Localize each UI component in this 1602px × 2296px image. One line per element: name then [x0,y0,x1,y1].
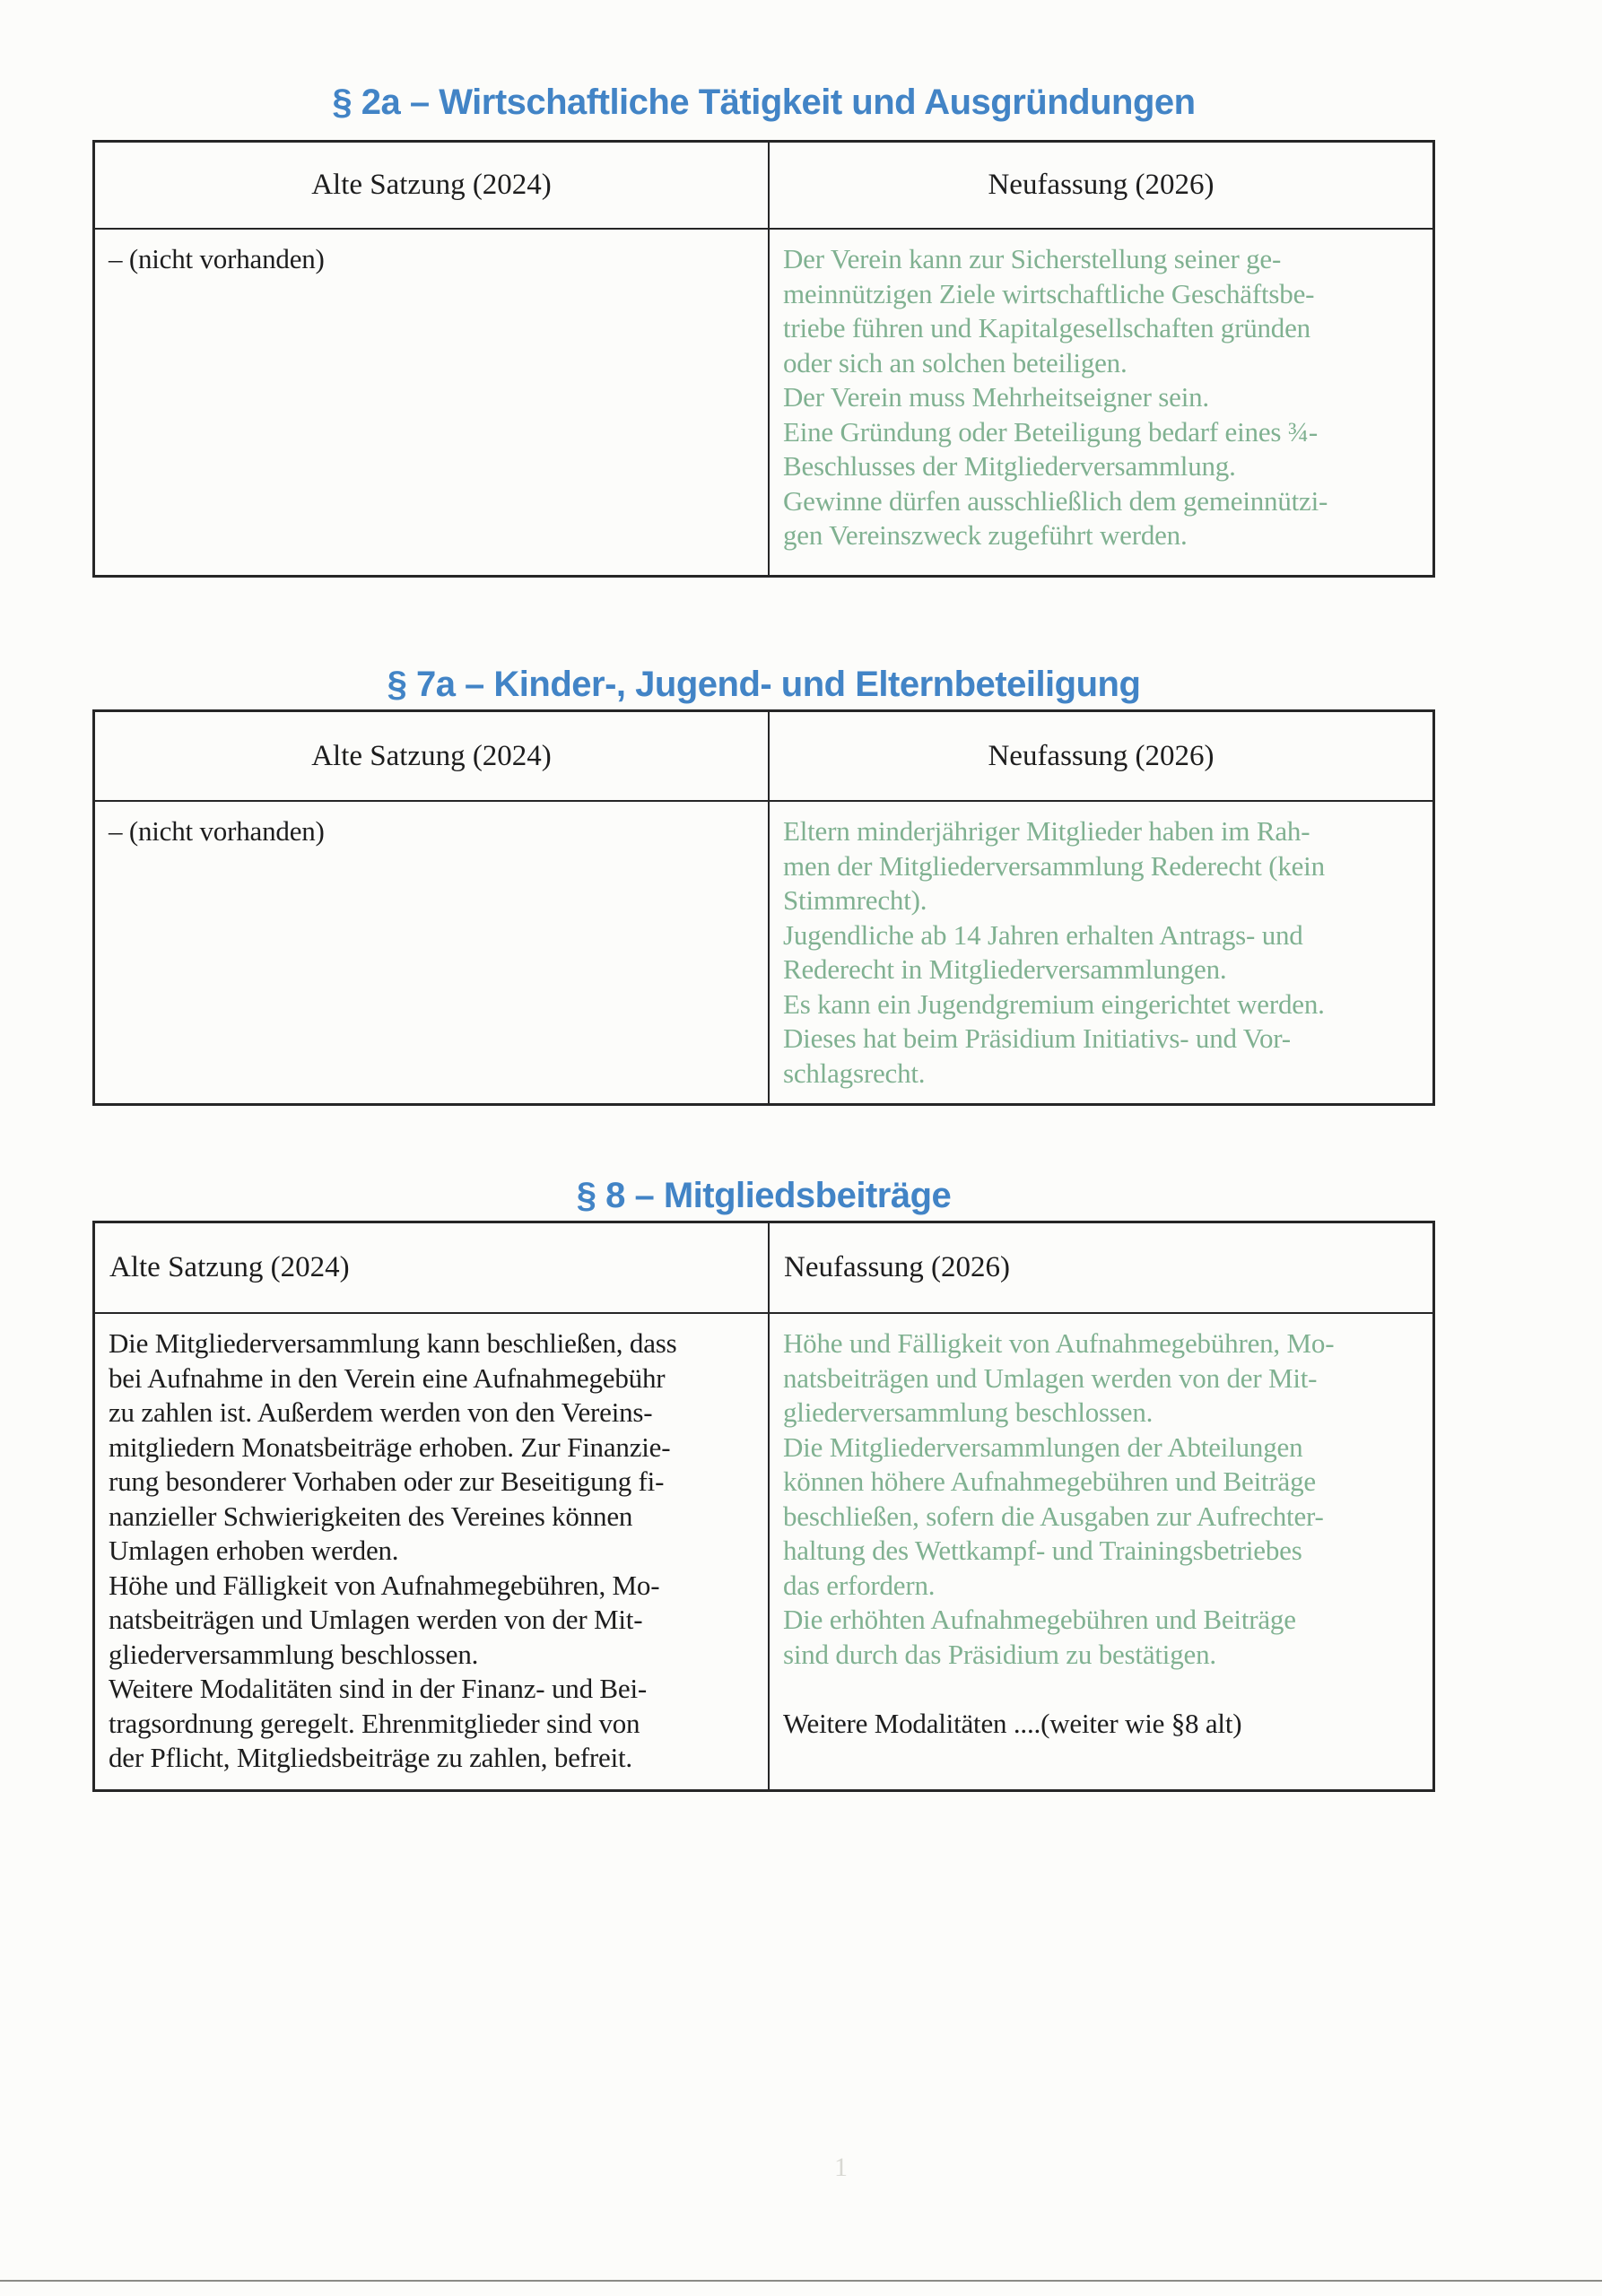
text-line: – (nicht vorhanden) [109,243,325,274]
text-line: Weitere Modalitäten ....(weiter wie §8 alt) [782,1707,1242,1739]
text-line: haltung des Wettkampf- und Trainingsbetriebes [782,1535,1302,1566]
text-line: rung besonderer Vorhaben oder zur Beseitigung fi- [109,1465,665,1497]
text-line: Dieses hat beim Präsidium Initiativs- und Vor- [782,1022,1291,1054]
text-line: triebe führen und Kapitalgesellschaften gründen [782,312,1310,344]
section-2a [92,77,1435,578]
old-statute-cell [95,1314,770,1789]
text-line: Der Verein kann zur Sicherstellung seiner ge- [782,243,1282,274]
text-line: Weitere Modalitäten sind in der Finanz- und Bei- [109,1673,647,1704]
text-line: men der Mitgliederversammlung Rederecht (kein [782,849,1325,882]
text-line: Umlagen erhoben werden. [109,1535,399,1566]
text-line: gliederversammlung beschlossen. [109,1638,479,1670]
comparison-table-8 [92,1221,1435,1792]
col-header-new-version: Neufassung (2026) [783,1251,1011,1283]
text-line: Eine Gründung oder Beteiligung bedarf eines ¾- [782,415,1318,448]
old-statute-cell [95,802,770,1103]
text-line: schlagsrecht. [782,1057,926,1089]
text-line: Eltern minderjähriger Mitglieder haben im Rah- [782,815,1310,847]
text-line: Höhe und Fälligkeit von Aufnahmegebühren, Mo- [109,1569,660,1601]
text-line: tragsordnung geregelt. Ehrenmitglieder sind von [109,1707,640,1739]
text-line: das erfordern. [782,1569,936,1601]
section-2a-title: § 2a – Wirtschaftliche Tätigkeit und Ausgründungen [332,83,1196,122]
text-line: beschließen, sofern die Ausgaben zur Aufrechter- [782,1500,1324,1532]
text-line: natsbeiträgen und Umlagen werden von der Mit- [782,1361,1318,1394]
text-line: Beschlusses der Mitgliederversammlung. [782,450,1236,482]
text-line: oder sich an solchen beteiligen. [782,346,1127,378]
text-line: Die Mitgliederversammlungen der Abteilungen [782,1431,1303,1463]
text-line: bei Aufnahme in den Verein eine Aufnahmegebühr [109,1361,666,1394]
text-line: Gewinne dürfen ausschließlich dem gemeinnützi- [782,484,1328,517]
table-body-row [95,1314,1432,1789]
table-header-row [95,1223,1432,1314]
text-line: gliederversammlung beschlossen. [782,1396,1154,1428]
col-header-old-statute: Alte Satzung (2024) [95,712,770,800]
scan-edge-line [0,2280,1602,2282]
text-line: nanzieller Schwierigkeiten des Vereines können [109,1500,633,1532]
section-7a [92,659,1435,1106]
new-version-cell [770,230,1432,575]
new-version-cell [770,1314,1432,1789]
table-header-row [95,143,1432,230]
col-header-old-statute: Alte Satzung (2024) [95,1223,770,1312]
text-line: Rederecht in Mitgliederversammlungen. [782,953,1227,985]
text-line: zu zahlen ist. Außerdem werden von den Vereins- [109,1396,653,1428]
page-number: 1 [834,2152,848,2182]
table-header-row [95,712,1432,802]
section-8-title: § 8 – Mitgliedsbeiträge [576,1176,952,1215]
table-body-row [95,230,1432,575]
text-line: der Pflicht, Mitgliedsbeiträge zu zahlen, befreit. [109,1742,632,1773]
col-header-new-version: Neufassung (2026) [988,169,1215,201]
text-line: – (nicht vorhanden) [109,815,325,847]
new-version-cell [770,802,1432,1103]
text-line: Die erhöhten Aufnahmegebühren und Beiträge [782,1604,1296,1635]
text-line: können höhere Aufnahmegebühren und Beiträge [782,1465,1316,1497]
col-header-new-version: Neufassung (2026) [988,739,1215,772]
text-line: Jugendliche ab 14 Jahren erhalten Antrags- und [782,918,1303,951]
text-line: gen Vereinszweck zugeführt werden. [782,519,1188,551]
text-line: natsbeiträgen und Umlagen werden von der Mit- [109,1604,643,1635]
text-line: Höhe und Fälligkeit von Aufnahmegebühren, Mo- [782,1327,1335,1359]
text-line: Stimmrecht). [782,884,927,916]
old-statute-cell [95,230,770,575]
text-line: Die Mitgliederversammlung kann beschließen, dass [109,1327,677,1359]
text-line: sind durch das Präsidium zu bestätigen. [782,1638,1216,1670]
comparison-table-7a [92,709,1435,1106]
table-body-row [95,802,1432,1103]
text-line: mitgliedern Monatsbeiträge erhoben. Zur Finanzie- [109,1431,671,1463]
section-8 [92,1170,1435,1792]
text-line: Es kann ein Jugendgremium eingerichtet werden. [782,987,1325,1020]
comparison-table-2a [92,140,1435,578]
text-line: meinnützigen Ziele wirtschaftliche Geschäftsbe- [782,277,1315,309]
section-7a-title: § 7a – Kinder-, Jugend- und Elternbeteiligung [387,665,1141,704]
col-header-old-statute: Alte Satzung (2024) [95,143,770,228]
text-line: Der Verein muss Mehrheitseigner sein. [782,381,1209,413]
